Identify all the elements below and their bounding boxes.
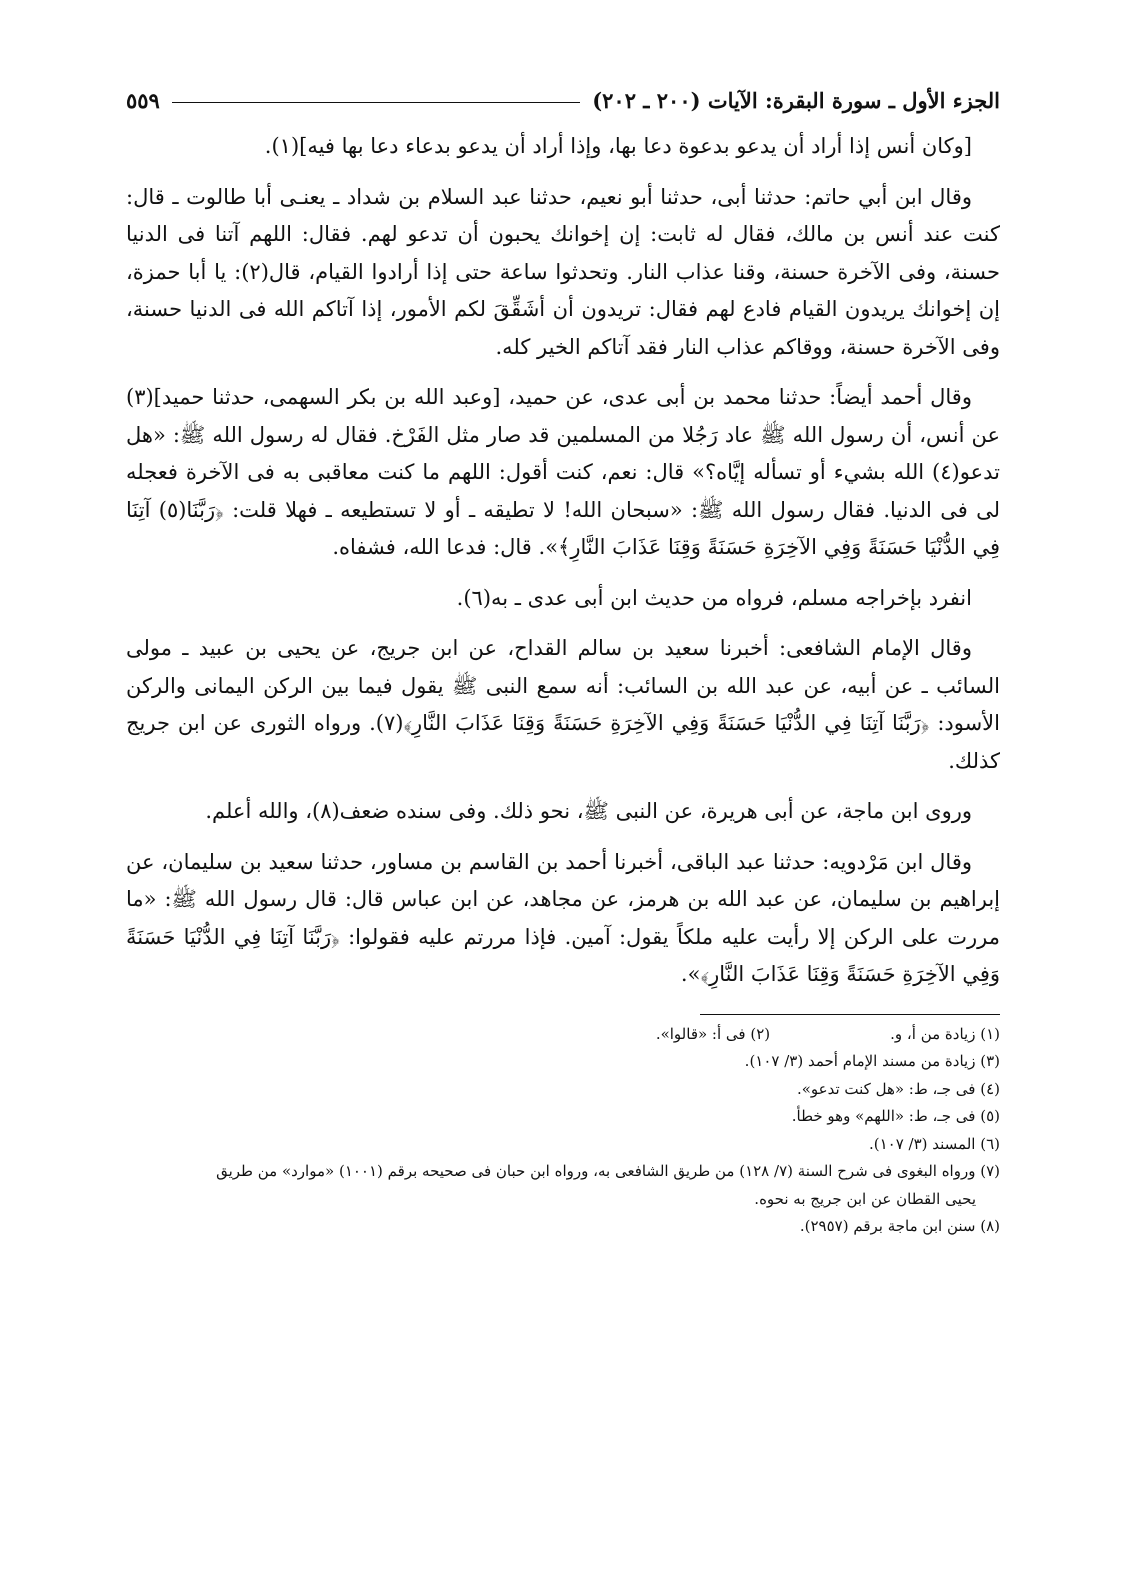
running-header: [126, 78, 1000, 122]
paragraph-5: وقال الإمام الشافعى: أخبرنا سعيد بن سالم القداح، عن ابن جريج، عن يحيى بن عبيد ـ مولى السائب ـ عن أبيه، عن عبد الله بن السائب: أنه سمع النبى ﷺ يقول فيما بين الركن اليمانى والركن الأسود: ﴿رَبَّنَا آتِنَا فِي الدُّنْيَا حَسَنَةً وَفِي الآخِرَةِ حَسَنَةً وَقِنَا عَذَابَ النَّارِ﴾(٧). ورواه الثورى عن ابن جريج كذلك.: [126, 636, 1000, 773]
paragraph-2: وقال ابن أبي حاتم: حدثنا أبى، حدثنا أبو نعيم، حدثنا عبد السلام بن شداد ـ يعنـى أبا طالوت ـ قال: كنت عند أنس بن مالك، فقال له ثابت: إن إخوانك يحبون أن تدعو لهم. فقال: اللهم آتنا فى الدنيا حسنة، وفى الآخرة حسنة، وقنا عذاب النار. وتحدثوا ساعة حتى إذا أرادوا القيام، قال(٢): يا أبا حمزة، إن إخوانك يريدون القيام فادع لهم فقال: تريدون أن أشَقِّقَ لكم الأمور، إذا آتاكم الله فى الدنيا حسنة، وفى الآخرة حسنة، ووقاكم عذاب النار فقد آتاكم الخير كله.: [126, 184, 1000, 359]
header-title: الجزء الأول ـ سورة البقرة: الآيات (٢٠٠ ـ ٢٠٢): [592, 87, 1000, 113]
footnotes: [126, 1021, 1000, 1241]
footnote-6: (٦) المسند (٣/ ١٠٧).: [868, 1134, 1000, 1153]
footnote-2: (٢) فى أ: «قالوا».: [655, 1024, 771, 1043]
main-text: [126, 128, 1000, 994]
paragraph-1: [وكان أنس إذا أراد أن يدعو بدعوة دعا بها، وإذا أراد أن يدعو بدعاء دعا بها فيه](١).: [264, 134, 972, 158]
paragraph-4: انفرد بإخراجه مسلم، فرواه من حديث ابن أبى عدى ـ به(٦).: [456, 585, 972, 610]
footnote-3: (٣) زيادة من مسند الإمام أحمد (٣/ ١٠٧).: [744, 1052, 1000, 1070]
paragraph-6: وروى ابن ماجة، عن أبى هريرة، عن النبى ﷺ، نحو ذلك. وفى سنده ضعف(٨)، والله أعلم.: [205, 799, 972, 823]
footnote-8: (٨) سنن ابن ماجة برقم (٢٩٥٧).: [799, 1217, 1000, 1235]
page-number: ٥٥٩: [126, 87, 160, 113]
footnote-1: (١) زيادة من أ، و.: [890, 1024, 1000, 1043]
footnote-7-continued: يحيى القطان عن ابن جريج به نحوه.: [754, 1189, 976, 1208]
paragraph-7: وقال ابن مَرْدويه: حدثنا عبد الباقى، أخبرنا أحمد بن القاسم بن مساور، حدثنا سعيد بن سليمان، عن إبراهيم بن سليمان، عن عبد الله بن هرمز، عن مجاهد، عن ابن عباس قال: قال رسول الله ﷺ: «ما مررت على الركن إلا رأيت عليه ملكاً يقول: آمين. فإذا مررتم عليه فقولوا: ﴿رَبَّنَا آتِنَا فِي الدُّنْيَا حَسَنَةً وَفِي الآخِرَةِ حَسَنَةً وَقِنَا عَذَابَ النَّارِ﴾».: [126, 849, 1000, 986]
footnote-5: (٥) فى جـ، ط: «اللهم» وهو خطأ.: [791, 1107, 1000, 1125]
paragraph-3: وقال أحمد أيضاً: حدثنا محمد بن أبى عدى، عن حميد، [وعبد الله بن بكر السهمى، حدثنا حميد](٣) عن أنس، أن رسول الله ﷺ عاد رَجُلا من المسلمين قد صار مثل الفَرْخ. فقال له رسول الله ﷺ: «هل تدعو(٤) الله بشيء أو تسأله إيَّاه؟» قال: نعم، كنت أقول: اللهم ما كنت معاقبى به فى الآخرة فعجله لى فى الدنيا. فقال رسول الله ﷺ: «سبحان الله! لا تطيقه ـ أو لا تستطيعه ـ فهلا قلت: ﴿رَبَّنَا(٥) آتِنَا فِي الدُّنْيَا حَسَنَةً وَفِي الآخِرَةِ حَسَنَةً وَقِنَا عَذَابَ النَّارِ﴾». قال: فدعا الله، فشفاه.: [126, 385, 1000, 559]
footnote-4: (٤) فى جـ، ط: «هل كنت تدعو».: [796, 1079, 1000, 1098]
footnote-row: [126, 1021, 1000, 1049]
footnote-7: (٧) ورواه البغوى فى شرح السنة (٧/ ١٢٨) من طريق الشافعى به، ورواه ابن حبان فى صحيحه برقم (١٠٠١) «موارد» من طريق: [216, 1162, 1000, 1180]
header-rule: [172, 102, 580, 103]
footnote-separator: [700, 1014, 1000, 1015]
